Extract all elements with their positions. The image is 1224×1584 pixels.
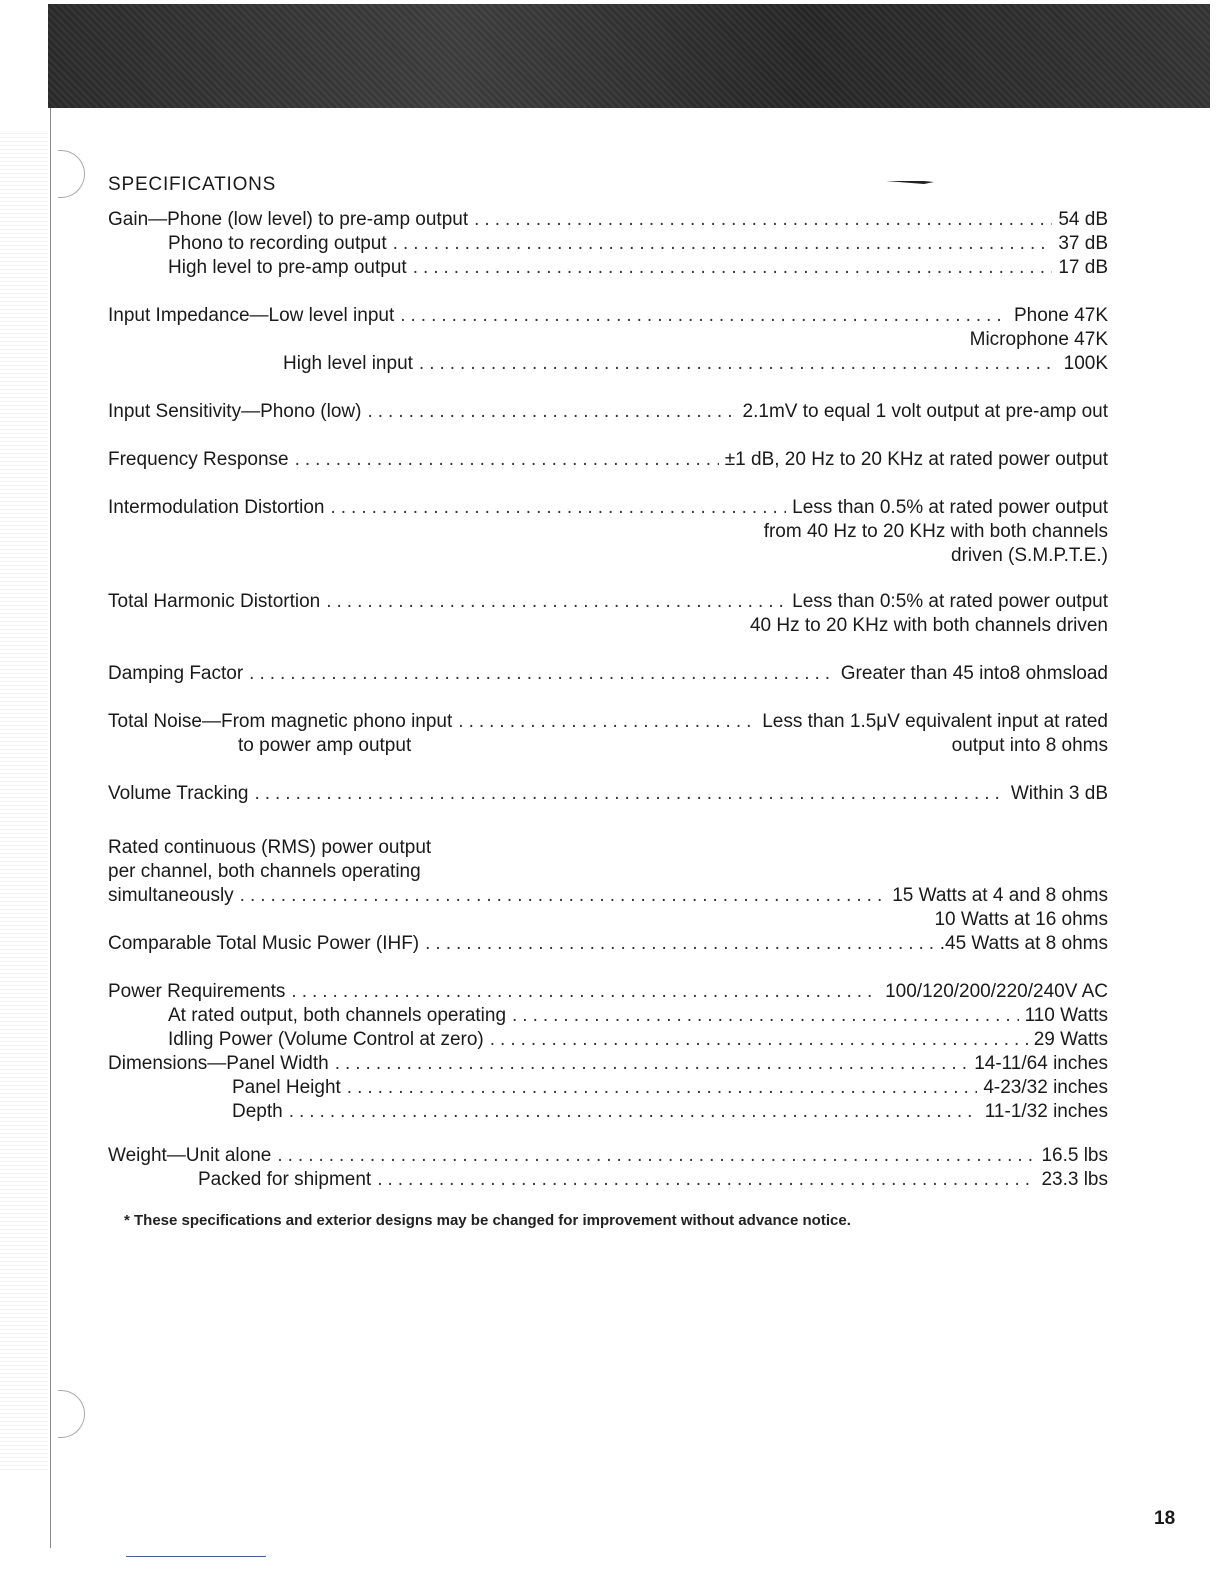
spec-label: Rated continuous (RMS) power output [108, 837, 432, 858]
spec-label: Idling Power (Volume Control at zero) [168, 1029, 484, 1050]
spec-value: 14-11/64 inches [974, 1053, 1108, 1074]
arrow-mark-icon [884, 176, 936, 186]
leader-dots [335, 1052, 968, 1076]
header-band [48, 4, 1210, 108]
spec-value: 4-23/32 inches [983, 1077, 1108, 1098]
spec-label: Frequency Response [108, 449, 289, 470]
leader-dots [512, 1004, 1019, 1028]
leader-dots [326, 590, 786, 614]
spec-value: Less than 1.5μV equivalent input at rated [762, 711, 1108, 732]
spec-label: Total Harmonic Distortion [108, 591, 321, 612]
leader-dots [331, 496, 787, 520]
leader-dots [419, 352, 1058, 376]
spec-value: Less than 0:5% at rated power output [792, 591, 1108, 612]
leader-dots [295, 448, 719, 472]
spec-label: simultaneously [108, 885, 234, 906]
spec-label: Packed for shipment [198, 1169, 372, 1190]
spec-value: Greater than 45 into8 ohmsload [840, 663, 1108, 684]
leader-dots [393, 232, 1053, 256]
spec-label: Input Impedance—Low level input [108, 305, 395, 326]
spec-value: Within 3 dB [1010, 783, 1108, 804]
leader-dots [458, 710, 756, 734]
spec-tracking [108, 782, 1108, 806]
bottom-rule [126, 1556, 266, 1557]
leader-dots [413, 256, 1053, 280]
spec-label: to power amp output [238, 735, 412, 756]
spec-value: 11-1/32 inches [984, 1101, 1108, 1122]
punch-hole-top [58, 150, 85, 198]
spec-label: Gain—Phone (low level) to pre-amp output [108, 209, 469, 230]
spec-value: Less than 0.5% at rated power output [792, 497, 1108, 518]
binding-edge [0, 130, 48, 1470]
spec-label: Volume Tracking [108, 783, 249, 804]
spec-sensitivity [108, 400, 1108, 424]
spec-weight [108, 1144, 1108, 1192]
spec-value: 29 Watts [1033, 1029, 1108, 1050]
spec-value: Phone 47K [1013, 305, 1108, 326]
spec-value: 100/120/200/220/240V AC [885, 981, 1108, 1002]
spec-power [108, 980, 1108, 1052]
leader-dots [254, 782, 1004, 806]
spec-music-power [108, 932, 1108, 956]
leader-dots [347, 1076, 978, 1100]
page-title: SPECIFICATIONS [108, 174, 277, 195]
leader-dots [490, 1028, 1028, 1052]
spec-label: Dimensions—Panel Width [108, 1053, 329, 1074]
footnote: * These specifications and exterior designs may be changed for improvement without advance notice. [124, 1212, 851, 1229]
margin-rule [50, 108, 51, 1548]
spec-thd [108, 590, 1108, 638]
spec-impedance [108, 304, 1108, 376]
spec-value: from 40 Hz to 20 KHz with both channels [763, 521, 1108, 542]
spec-noise [108, 710, 1108, 758]
spec-damping [108, 662, 1108, 686]
spec-value: 23.3 lbs [1041, 1169, 1108, 1190]
leader-dots [240, 884, 887, 908]
leader-dots [277, 1144, 1035, 1168]
spec-label: Total Noise—From magnetic phono input [108, 711, 453, 732]
spec-value: 16.5 lbs [1041, 1145, 1108, 1166]
spec-label: Weight—Unit alone [108, 1145, 272, 1166]
spec-label: High level to pre-amp output [168, 257, 407, 278]
spec-label: Phono to recording output [168, 233, 387, 254]
leader-dots [400, 304, 1008, 328]
spec-label: Power Requirements [108, 981, 286, 1002]
spec-value: 2.1mV to equal 1 volt output at pre-amp out [742, 401, 1108, 422]
spec-imd [108, 496, 1108, 568]
spec-value: 37 dB [1058, 233, 1108, 254]
spec-value: output into 8 ohms [951, 735, 1108, 756]
page-number: 18 [1154, 1508, 1176, 1529]
spec-gain [108, 208, 1108, 280]
spec-value: 17 dB [1058, 257, 1108, 278]
spec-label: Comparable Total Music Power (IHF) [108, 933, 420, 954]
leader-dots [377, 1168, 1035, 1192]
spec-label: per channel, both channels operating [108, 861, 421, 882]
spec-frequency [108, 448, 1108, 472]
spec-label: At rated output, both channels operating [168, 1005, 507, 1026]
spec-value: driven (S.M.P.T.E.) [951, 545, 1108, 566]
spec-label: Panel Height [232, 1077, 341, 1098]
spec-value: ±1 dB, 20 Hz to 20 KHz at rated power output [724, 449, 1108, 470]
leader-dots [249, 662, 835, 686]
spec-value: .45 Watts at 8 ohms [939, 933, 1108, 954]
spec-value: 100K [1063, 353, 1108, 374]
spec-value: 110 Watts [1024, 1005, 1108, 1026]
spec-label: Damping Factor [108, 663, 244, 684]
spec-rms [108, 836, 1108, 932]
punch-hole-bottom [58, 1390, 85, 1438]
spec-label: High level input [283, 353, 413, 374]
spec-value: Microphone 47K [969, 329, 1108, 350]
spec-label: Input Sensitivity—Phono (low) [108, 401, 362, 422]
leader-dots [474, 208, 1052, 232]
spec-value: 54 dB [1058, 209, 1108, 230]
spec-value: 10 Watts at 16 ohms [934, 909, 1108, 930]
spec-dimensions [108, 1052, 1108, 1124]
spec-value: 40 Hz to 20 KHz with both channels driven [749, 615, 1108, 636]
spec-label: Intermodulation Distortion [108, 497, 325, 518]
spec-value: 15 Watts at 4 and 8 ohms [892, 885, 1108, 906]
spec-label: Depth [232, 1101, 283, 1122]
leader-dots [367, 400, 736, 424]
leader-dots [289, 1100, 979, 1124]
leader-dots [425, 932, 934, 956]
leader-dots [291, 980, 879, 1004]
